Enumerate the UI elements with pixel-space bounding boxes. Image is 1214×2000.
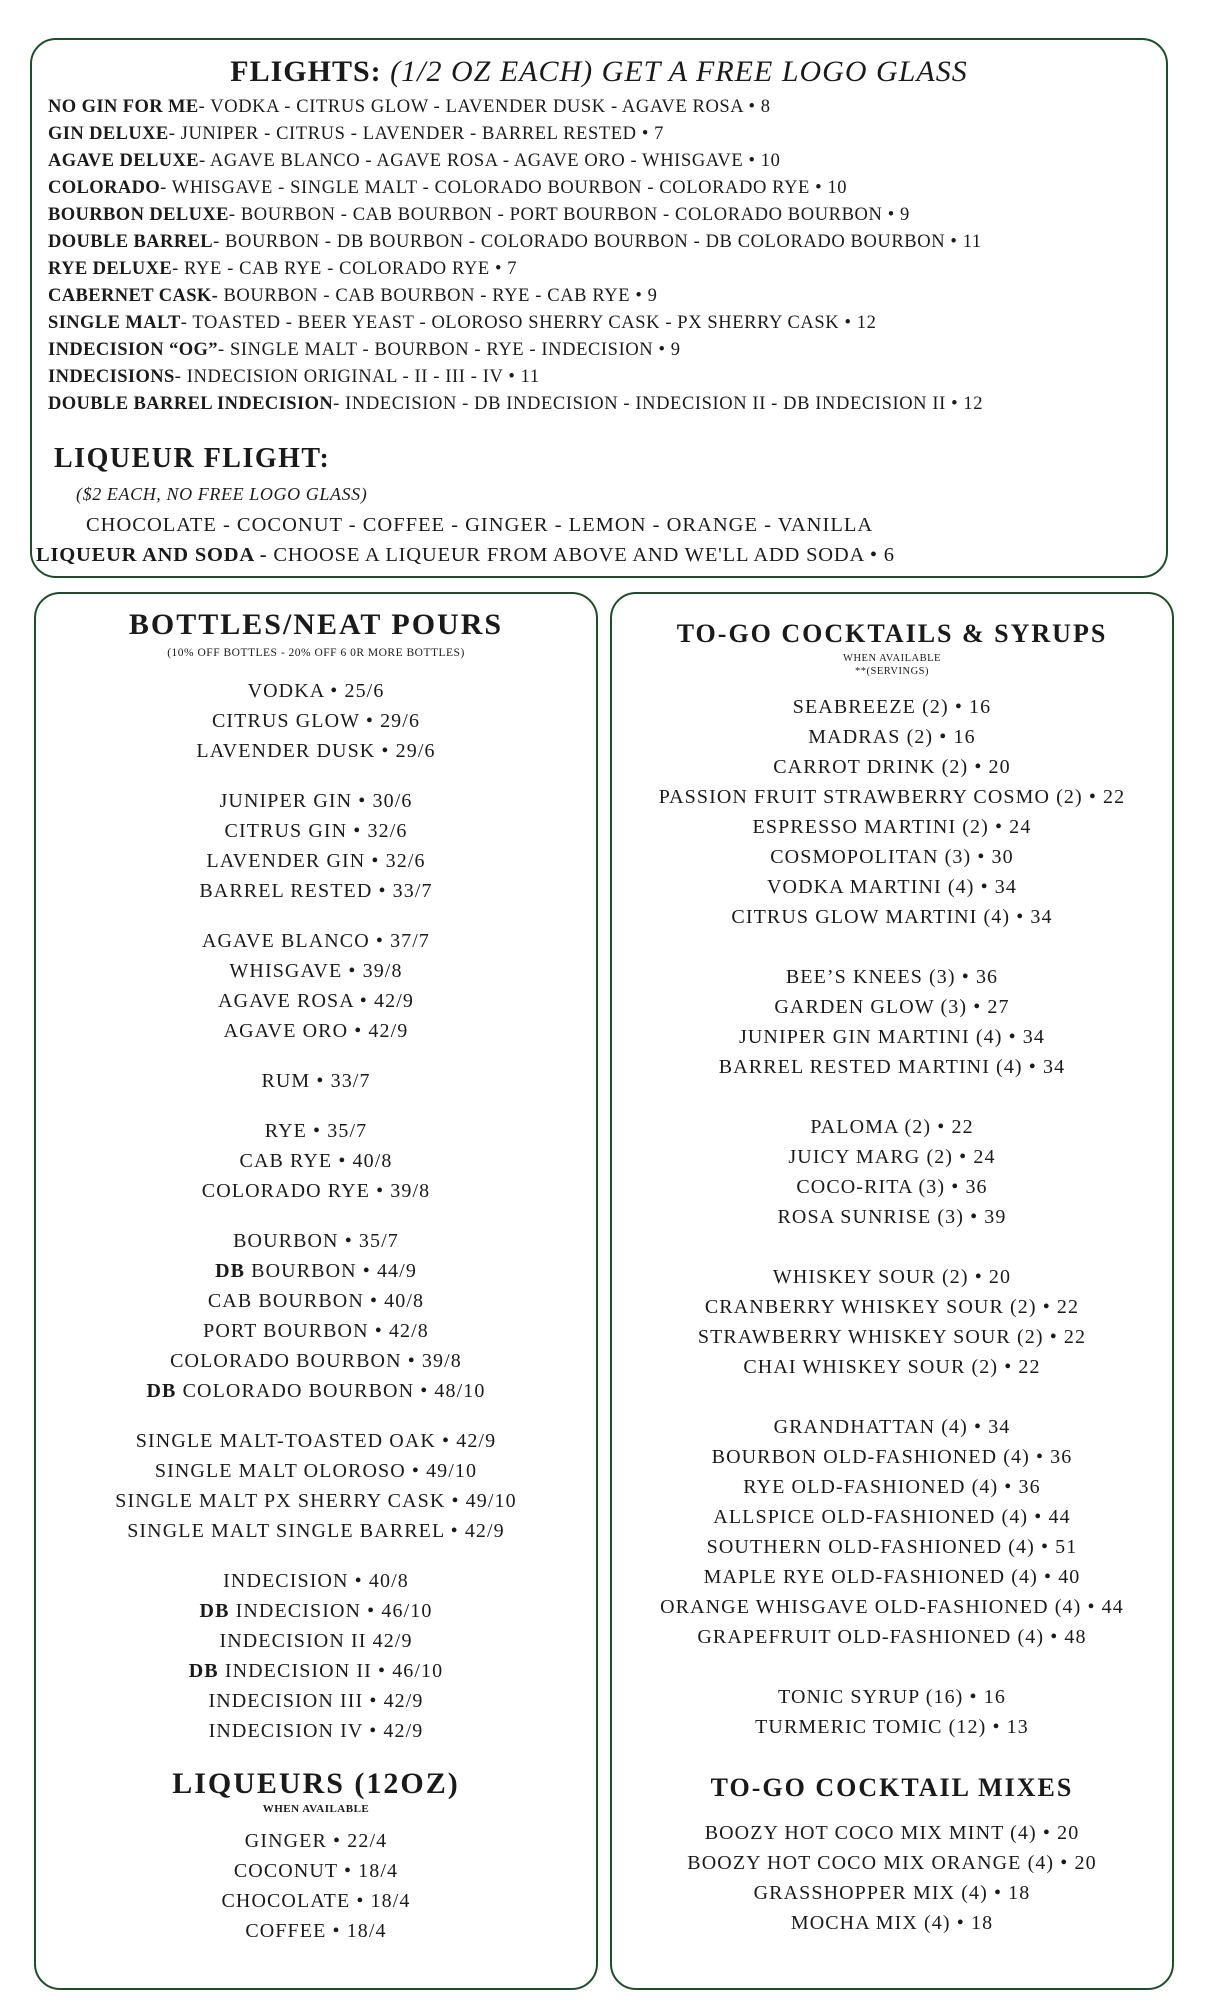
togo-item: MAPLE RYE OLD-FASHIONED (4) • 40 bbox=[703, 1566, 1081, 1588]
togo-item: MADRAS (2) • 16 bbox=[808, 726, 976, 748]
togo-item: RYE OLD-FASHIONED (4) • 36 bbox=[743, 1476, 1041, 1498]
bottle-item-text: AGAVE ORO • 42/9 bbox=[223, 1020, 409, 1042]
flight-items: - TOASTED - BEER YEAST - OLOROSO SHERRY CASK - PX SHERRY CASK • 12 bbox=[180, 313, 877, 333]
flight-items: - RYE - CAB RYE - COLORADO RYE • 7 bbox=[172, 259, 518, 279]
togo-item: GRAPEFRUIT OLD-FASHIONED (4) • 48 bbox=[697, 1626, 1087, 1648]
flight-row bbox=[48, 283, 1152, 310]
togo-item: BARREL RESTED MARTINI (4) • 34 bbox=[718, 1056, 1066, 1078]
togo-subtitle-availability: WHEN AVAILABLE bbox=[843, 653, 941, 664]
bottles-list bbox=[36, 676, 596, 1746]
bottle-group bbox=[36, 1226, 596, 1406]
bottle-item-text: BOURBON • 44/9 bbox=[245, 1260, 417, 1282]
bottle-item-text: WHISGAVE • 39/8 bbox=[229, 960, 403, 982]
bottle-item bbox=[36, 1516, 596, 1546]
bottle-item bbox=[36, 1116, 596, 1146]
bottle-item-text: LAVENDER GIN • 32/6 bbox=[206, 850, 426, 872]
togo-item: COSMOPOLITAN (3) • 30 bbox=[770, 846, 1014, 868]
bottle-item-text: AGAVE BLANCO • 37/7 bbox=[201, 930, 431, 952]
bottle-item bbox=[36, 986, 596, 1016]
togo-item: TURMERIC TOMIC (12) • 13 bbox=[755, 1716, 1029, 1738]
flight-items: - WHISGAVE - SINGLE MALT - COLORADO BOURBON - COLORADO RYE • 10 bbox=[160, 178, 848, 198]
bottle-item bbox=[36, 1346, 596, 1376]
liqueurs-subtitle: WHEN AVAILABLE bbox=[262, 1803, 370, 1815]
bottle-item-text: INDECISION • 40/8 bbox=[223, 1570, 409, 1592]
flight-items: - JUNIPER - CITRUS - LAVENDER - BARREL RESTED • 7 bbox=[168, 124, 664, 144]
togo-item: COCO-RITA (3) • 36 bbox=[796, 1176, 988, 1198]
bottle-item bbox=[36, 1716, 596, 1746]
flight-items: - SINGLE MALT - BOURBON - RYE - INDECISION • 9 bbox=[217, 340, 681, 360]
bottle-item-text: CITRUS GIN • 32/6 bbox=[224, 820, 408, 842]
togo-panel bbox=[610, 592, 1174, 1990]
flight-items: BOURBON - CAB BOURBON - RYE - CAB RYE • 9 bbox=[218, 286, 658, 306]
flight-items: - INDECISION ORIGINAL - II - III - IV • 11 bbox=[174, 367, 540, 387]
togo-title: TO-GO COCKTAILS & SYRUPS bbox=[676, 619, 1108, 648]
liqueur-flight-list: CHOCOLATE - COCONUT - COFFEE - GINGER - LEMON - ORANGE - VANILLA bbox=[86, 514, 874, 536]
togo-item: BEE’S KNEES (3) • 36 bbox=[785, 966, 999, 988]
bottle-db-label: DB bbox=[199, 1600, 230, 1622]
bottles-panel bbox=[34, 592, 598, 1990]
bottle-item bbox=[36, 1566, 596, 1596]
togo-group bbox=[612, 1112, 1172, 1232]
flights-panel bbox=[30, 38, 1168, 578]
flight-items: - AGAVE BLANCO - AGAVE ROSA - AGAVE ORO - WHISGAVE • 10 bbox=[198, 151, 781, 171]
togo-item: STRAWBERRY WHISKEY SOUR (2) • 22 bbox=[697, 1326, 1087, 1348]
togo-subtitle-servings: **(SERVINGS) bbox=[855, 666, 929, 677]
bottle-db-label: DB bbox=[188, 1660, 219, 1682]
togo-group bbox=[612, 962, 1172, 1082]
flight-row bbox=[48, 175, 1152, 202]
bottle-item-text: AGAVE ROSA • 42/9 bbox=[218, 990, 414, 1012]
flight-items: - INDECISION - DB INDECISION - INDECISION II - DB INDECISION II • 12 bbox=[333, 394, 984, 414]
flight-row bbox=[48, 121, 1152, 148]
flight-name: GIN DELUXE bbox=[48, 124, 169, 144]
bottle-item bbox=[36, 1456, 596, 1486]
bottle-group bbox=[36, 1116, 596, 1206]
flight-name: DOUBLE BARREL INDECISION bbox=[48, 394, 334, 414]
flight-row bbox=[48, 364, 1152, 391]
togo-item: WHISKEY SOUR (2) • 20 bbox=[772, 1266, 1012, 1288]
flight-row bbox=[48, 310, 1152, 337]
togo-item: ROSA SUNRISE (3) • 39 bbox=[777, 1206, 1007, 1228]
togo-item: BOURBON OLD-FASHIONED (4) • 36 bbox=[711, 1446, 1073, 1468]
bottle-item-text: COLORADO BOURBON • 39/8 bbox=[170, 1350, 462, 1372]
bottle-item bbox=[36, 816, 596, 846]
togo-group bbox=[612, 1262, 1172, 1382]
flight-name: INDECISION “OG” bbox=[48, 340, 218, 360]
togo-item: CRANBERRY WHISKEY SOUR (2) • 22 bbox=[704, 1296, 1080, 1318]
togo-item: CARROT DRINK (2) • 20 bbox=[773, 756, 1011, 778]
bottle-item-text: INDECISION II 42/9 bbox=[219, 1630, 413, 1652]
bottle-item-text: COLORADO RYE • 39/8 bbox=[201, 1180, 431, 1202]
bottle-group bbox=[36, 926, 596, 1046]
bottle-item-text: INDECISION II • 46/10 bbox=[218, 1660, 444, 1682]
flight-row bbox=[48, 337, 1152, 364]
bottle-item-text: CITRUS GLOW • 29/6 bbox=[211, 710, 421, 732]
bottle-item bbox=[36, 1626, 596, 1656]
togo-group bbox=[612, 1682, 1172, 1742]
bottles-subtitle: (10% OFF BOTTLES - 20% OFF 6 0R MORE BOTTLES) bbox=[167, 647, 465, 659]
togo-item: CHAI WHISKEY SOUR (2) • 22 bbox=[743, 1356, 1041, 1378]
bottle-item-text: INDECISION IV • 42/9 bbox=[208, 1720, 424, 1742]
liqueurs-title: LIQUEURS (12OZ) bbox=[172, 1767, 460, 1800]
bottle-item-text: INDECISION • 46/10 bbox=[229, 1600, 433, 1622]
bottle-item-text: RUM • 33/7 bbox=[261, 1070, 371, 1092]
flight-name: RYE DELUXE bbox=[48, 259, 173, 279]
togo-item: GARDEN GLOW (3) • 27 bbox=[774, 996, 1010, 1018]
bottle-item-text: CAB RYE • 40/8 bbox=[239, 1150, 393, 1172]
flight-row bbox=[48, 229, 1152, 256]
mix-item: BOOZY HOT COCO MIX ORANGE (4) • 20 bbox=[687, 1852, 1097, 1874]
bottle-item bbox=[36, 706, 596, 736]
bottle-group bbox=[36, 1066, 596, 1096]
liqueur-flight-note: ($2 EACH, NO FREE LOGO GLASS) bbox=[76, 484, 368, 504]
bottle-item bbox=[36, 1286, 596, 1316]
bottle-group bbox=[36, 676, 596, 766]
togo-item: PALOMA (2) • 22 bbox=[810, 1116, 974, 1138]
bottle-item-text: CAB BOURBON • 40/8 bbox=[207, 1290, 425, 1312]
togo-item: ESPRESSO MARTINI (2) • 24 bbox=[752, 816, 1032, 838]
flight-row bbox=[48, 202, 1152, 229]
togo-item: JUICY MARG (2) • 24 bbox=[788, 1146, 996, 1168]
bottle-item-text: SINGLE MALT SINGLE BARREL • 42/9 bbox=[127, 1520, 505, 1542]
bottle-item-text: LAVENDER DUSK • 29/6 bbox=[196, 740, 436, 762]
flight-name: SINGLE MALT bbox=[48, 313, 181, 333]
flight-name: BOURBON DELUXE bbox=[48, 205, 229, 225]
mixes-list bbox=[612, 1818, 1172, 1938]
bottle-item-text: JUNIPER GIN • 30/6 bbox=[219, 790, 413, 812]
togo-item: TONIC SYRUP (16) • 16 bbox=[778, 1686, 1006, 1708]
liqueur-flight-title: LIQUEUR FLIGHT: bbox=[54, 443, 331, 474]
bottle-item bbox=[36, 786, 596, 816]
bottles-title: BOTTLES/NEAT POURS bbox=[128, 608, 504, 641]
togo-item: SEABREEZE (2) • 16 bbox=[792, 696, 992, 718]
bottle-item bbox=[36, 1486, 596, 1516]
togo-item: ALLSPICE OLD-FASHIONED (4) • 44 bbox=[713, 1506, 1071, 1528]
bottle-item-text: SINGLE MALT PX SHERRY CASK • 49/10 bbox=[115, 1490, 517, 1512]
togo-group bbox=[612, 692, 1172, 932]
bottle-item bbox=[36, 1596, 596, 1626]
mix-item: GRASSHOPPER MIX (4) • 18 bbox=[753, 1882, 1031, 1904]
bottle-item-text: COLORADO BOURBON • 48/10 bbox=[176, 1380, 486, 1402]
liqueurs-list bbox=[36, 1826, 596, 1946]
bottle-item bbox=[36, 846, 596, 876]
flight-row bbox=[48, 94, 1152, 121]
flight-name: INDECISIONS bbox=[48, 367, 175, 387]
flight-name: AGAVE DELUXE bbox=[48, 151, 199, 171]
togo-item: SOUTHERN OLD-FASHIONED (4) • 51 bbox=[706, 1536, 1078, 1558]
liqueur-item: COFFEE • 18/4 bbox=[245, 1920, 387, 1942]
liqueur-and-soda: LIQUEUR AND SODA - CHOOSE A LIQUEUR FROM ABOVE AND WE'LL ADD SODA • 6 bbox=[36, 544, 895, 566]
bottle-group bbox=[36, 786, 596, 906]
flight-items: - BOURBON - DB BOURBON - COLORADO BOURBON - DB COLORADO BOURBON • 11 bbox=[213, 232, 982, 252]
flight-name: DOUBLE BARREL bbox=[48, 232, 214, 252]
bottle-item-text: SINGLE MALT-TOASTED OAK • 42/9 bbox=[135, 1430, 497, 1452]
bottle-item-text: VODKA • 25/6 bbox=[247, 680, 385, 702]
bottle-item bbox=[36, 926, 596, 956]
bottle-item bbox=[36, 1146, 596, 1176]
bottle-item-text: RYE • 35/7 bbox=[264, 1120, 368, 1142]
flights-list bbox=[46, 94, 1152, 418]
flight-name: CABERNET CASK- bbox=[48, 286, 219, 306]
bottle-item bbox=[36, 1426, 596, 1456]
togo-item: ORANGE WHISGAVE OLD-FASHIONED (4) • 44 bbox=[660, 1596, 1124, 1618]
togo-list bbox=[612, 692, 1172, 1742]
flights-title: FLIGHTS: (1/2 OZ EACH) GET A FREE LOGO GLASS bbox=[230, 55, 968, 88]
bottle-item bbox=[36, 1226, 596, 1256]
togo-item: PASSION FRUIT STRAWBERRY COSMO (2) • 22 bbox=[658, 786, 1126, 808]
flight-row bbox=[48, 148, 1152, 175]
bottle-item bbox=[36, 1066, 596, 1096]
bottle-item bbox=[36, 1376, 596, 1406]
liqueur-item: GINGER • 22/4 bbox=[244, 1830, 388, 1852]
togo-item: JUNIPER GIN MARTINI (4) • 34 bbox=[738, 1026, 1046, 1048]
bottle-item bbox=[36, 1016, 596, 1046]
togo-item: GRANDHATTAN (4) • 34 bbox=[773, 1416, 1011, 1438]
bottle-item-text: SINGLE MALT OLOROSO • 49/10 bbox=[154, 1460, 478, 1482]
togo-group bbox=[612, 1412, 1172, 1652]
bottle-item bbox=[36, 1316, 596, 1346]
bottle-db-label: DB bbox=[146, 1380, 177, 1402]
bottle-item bbox=[36, 876, 596, 906]
bottle-item-text: BARREL RESTED • 33/7 bbox=[199, 880, 433, 902]
togo-item: CITRUS GLOW MARTINI (4) • 34 bbox=[731, 906, 1053, 928]
flight-name: NO GIN FOR ME bbox=[48, 97, 199, 117]
bottle-item-text: BOURBON • 35/7 bbox=[233, 1230, 399, 1252]
bottle-group bbox=[36, 1566, 596, 1746]
bottle-item bbox=[36, 736, 596, 766]
flight-items: - BOURBON - CAB BOURBON - PORT BOURBON - COLORADO BOURBON • 9 bbox=[228, 205, 910, 225]
mix-item: MOCHA MIX (4) • 18 bbox=[790, 1912, 994, 1934]
bottle-item bbox=[36, 1686, 596, 1716]
flight-row bbox=[48, 391, 1152, 418]
bottle-item bbox=[36, 1176, 596, 1206]
liqueur-item: COCONUT • 18/4 bbox=[233, 1860, 399, 1882]
liqueur-item: CHOCOLATE • 18/4 bbox=[221, 1890, 411, 1912]
bottle-group bbox=[36, 1426, 596, 1546]
flight-row bbox=[48, 256, 1152, 283]
mix-item: BOOZY HOT COCO MIX MINT (4) • 20 bbox=[704, 1822, 1080, 1844]
bottle-item-text: PORT BOURBON • 42/8 bbox=[203, 1320, 429, 1342]
bottle-item bbox=[36, 676, 596, 706]
togo-item: VODKA MARTINI (4) • 34 bbox=[767, 876, 1017, 898]
flight-items: - VODKA - CITRUS GLOW - LAVENDER DUSK - AGAVE ROSA • 8 bbox=[198, 97, 771, 117]
bottle-db-label: DB bbox=[215, 1260, 246, 1282]
flight-name: COLORADO bbox=[48, 178, 161, 198]
bottle-item bbox=[36, 1256, 596, 1286]
bottle-item bbox=[36, 956, 596, 986]
mixes-title: TO-GO COCKTAIL MIXES bbox=[710, 1773, 1074, 1802]
bottle-item-text: INDECISION III • 42/9 bbox=[208, 1690, 424, 1712]
bottle-item bbox=[36, 1656, 596, 1686]
